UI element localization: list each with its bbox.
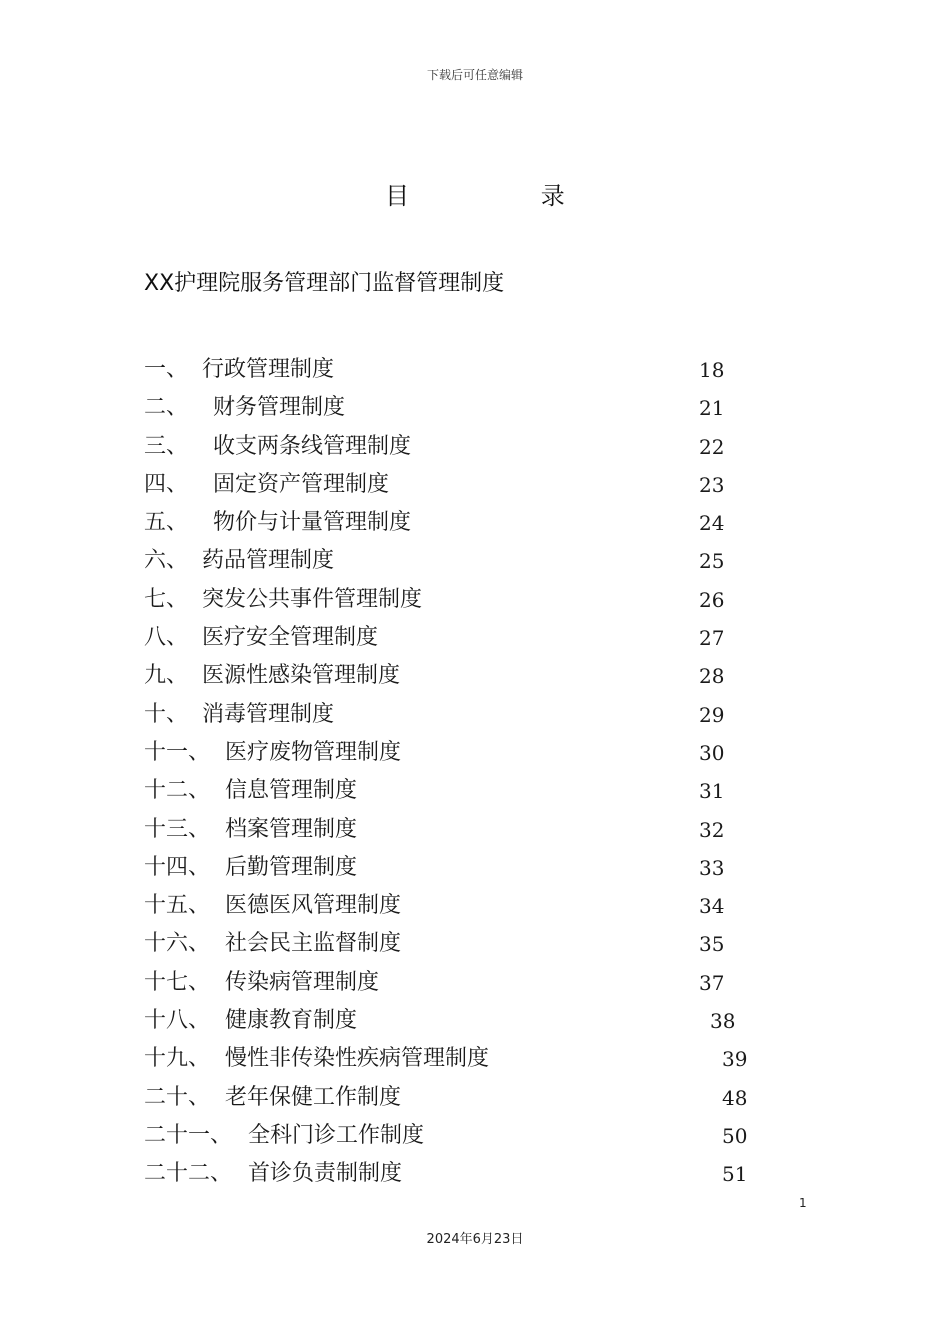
toc-entry-label: 全科门诊工作制度 <box>248 1122 425 1148</box>
toc-entry <box>144 925 794 963</box>
toc-entry-number: 九、 <box>144 663 189 689</box>
toc-entry-label: 固定资产管理制度 <box>213 471 390 497</box>
toc-entry <box>144 734 794 772</box>
toc-entry-number: 十三、 <box>144 816 211 842</box>
toc-entry-page: 25 <box>699 549 725 574</box>
toc-entry-number: 五、 <box>144 510 189 536</box>
toc-entry-number: 一、 <box>144 357 189 382</box>
toc-entry-label: 首诊负责制制度 <box>248 1161 403 1187</box>
toc-entry <box>144 389 794 427</box>
toc-entry-number: 十、 <box>144 701 189 727</box>
toc-entry-label: 医源性感染管理制度 <box>202 663 401 689</box>
toc-entry-number: 二十、 <box>144 1084 211 1110</box>
toc-entry-number: 十四、 <box>144 854 211 880</box>
toc-entry-number: 十一、 <box>144 739 211 765</box>
toc-entry-page: 33 <box>699 855 725 880</box>
toc-entry <box>144 466 794 504</box>
toc-entry-number: 四、 <box>144 471 189 497</box>
toc-entry-label: 社会民主监督制度 <box>225 931 402 957</box>
table-of-contents <box>144 351 794 1194</box>
toc-entry-number: 三、 <box>144 433 189 459</box>
toc-entry-number: 二、 <box>144 395 189 421</box>
toc-entry-page: 24 <box>699 511 725 536</box>
toc-entry <box>144 1155 794 1193</box>
toc-entry-page: 18 <box>699 358 725 382</box>
toc-entry <box>144 657 794 695</box>
toc-entry-number: 十八、 <box>144 1008 211 1034</box>
toc-entry-label: 档案管理制度 <box>225 816 358 842</box>
toc-entry-page: 38 <box>710 1009 736 1034</box>
toc-entry-label: 财务管理制度 <box>213 395 346 421</box>
toc-entry <box>144 351 794 389</box>
toc-entry <box>144 542 794 580</box>
toc-entry-page: 26 <box>699 587 725 612</box>
toc-entry-number: 二十二、 <box>144 1161 233 1187</box>
toc-entry-page: 30 <box>699 740 725 765</box>
toc-entry <box>144 428 794 466</box>
toc-entry-number: 十五、 <box>144 893 211 919</box>
toc-entry-label: 医德医风管理制度 <box>225 893 402 919</box>
toc-entry <box>144 887 794 925</box>
toc-entry <box>144 1002 794 1040</box>
toc-entry-number: 十九、 <box>144 1046 211 1072</box>
page-number: 1 <box>799 1196 807 1210</box>
toc-entry-label: 物价与计量管理制度 <box>213 510 412 536</box>
toc-entry-label: 药品管理制度 <box>202 548 335 574</box>
toc-entry-page: 27 <box>699 626 725 651</box>
toc-entry-number: 八、 <box>144 625 189 651</box>
toc-entry <box>144 849 794 887</box>
document-subtitle: XX护理院服务管理部门监督管理制度 <box>144 271 505 296</box>
toc-entry-number: 十二、 <box>144 778 211 804</box>
toc-entry-number: 十七、 <box>144 969 211 995</box>
toc-entry-page: 34 <box>699 894 725 919</box>
toc-entry <box>144 1079 794 1117</box>
toc-entry <box>144 811 794 849</box>
toc-entry-number: 十六、 <box>144 931 211 957</box>
toc-entry <box>144 772 794 810</box>
toc-entry-page: 39 <box>722 1047 748 1072</box>
toc-entry-number: 六、 <box>144 548 189 574</box>
toc-entry <box>144 504 794 542</box>
toc-entry-page: 48 <box>722 1085 748 1110</box>
header-note: 下载后可任意编辑 <box>426 68 523 82</box>
toc-entry <box>144 581 794 619</box>
toc-entry-label: 信息管理制度 <box>225 778 358 804</box>
toc-entry-label: 医疗废物管理制度 <box>225 739 402 765</box>
toc-entry <box>144 696 794 734</box>
toc-entry-label: 健康教育制度 <box>225 1008 358 1034</box>
toc-entry-label: 收支两条线管理制度 <box>213 433 412 459</box>
toc-entry-label: 慢性非传染性疾病管理制度 <box>225 1046 490 1072</box>
toc-entry-label: 消毒管理制度 <box>202 701 335 727</box>
toc-entry-number: 七、 <box>144 586 189 612</box>
toc-entry-label: 医疗安全管理制度 <box>202 625 379 651</box>
footer-date: 2024年6月23日 <box>426 1232 524 1247</box>
toc-entry-page: 50 <box>722 1123 748 1148</box>
toc-entry-label: 行政管理制度 <box>202 357 335 382</box>
toc-entry-number: 二十一、 <box>144 1122 233 1148</box>
toc-entry <box>144 619 794 657</box>
toc-entry-page: 23 <box>699 472 725 497</box>
toc-entry-page: 37 <box>699 970 725 995</box>
toc-entry <box>144 964 794 1002</box>
toc-entry-label: 老年保健工作制度 <box>225 1084 402 1110</box>
toc-entry-page: 32 <box>699 817 725 842</box>
toc-entry-page: 28 <box>699 664 725 689</box>
toc-entry-page: 35 <box>699 932 725 957</box>
toc-entry-label: 突发公共事件管理制度 <box>202 586 423 612</box>
toc-entry-page: 22 <box>699 434 725 459</box>
toc-entry-page: 31 <box>699 779 725 804</box>
toc-title: 目 录 <box>385 182 627 210</box>
toc-entry <box>144 1117 794 1155</box>
toc-entry <box>144 1040 794 1078</box>
toc-entry-page: 29 <box>699 702 725 727</box>
toc-entry-page: 51 <box>722 1162 748 1187</box>
toc-entry-label: 后勤管理制度 <box>225 854 358 880</box>
toc-entry-label: 传染病管理制度 <box>225 969 380 995</box>
toc-entry-page: 21 <box>699 396 725 421</box>
